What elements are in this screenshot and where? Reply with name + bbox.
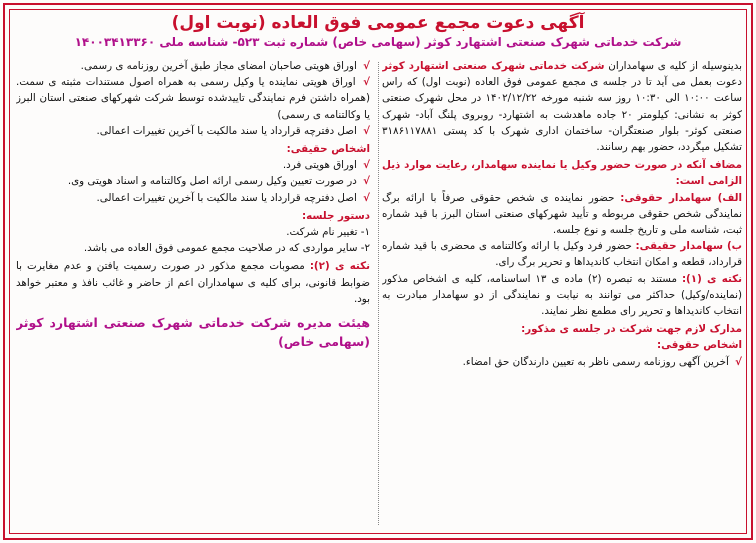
- check-mark-icon: √: [363, 76, 370, 89]
- natural-document-item: [16, 157, 370, 173]
- right-column: [382, 58, 742, 529]
- company-registration-line: شرکت خدماتی شهرک صنعتی اشتهارد کوثر (سهامی خاص) شماره ثبت ۵۲۳- شناسه ملی ۱۴۰۰۳۴۱۳۳۶۰: [74, 35, 682, 49]
- agenda-item: ۱- تغییر نام شرکت.: [286, 226, 370, 239]
- legal-shareholder-label: الف) سهامدار حقوقی:: [620, 191, 742, 204]
- check-mark-icon: √: [735, 355, 742, 368]
- intro-company-name: شرکت خدماتی شهرک صنعتی اشتهارد کوثر: [382, 60, 605, 72]
- legal-document-item: [16, 74, 370, 123]
- legal-document-text: اوراق هویتی صاحبان امضای مجاز طبق آخرین روزنامه ی رسمی.: [80, 60, 357, 72]
- intro-text: بدینوسیله از کلیه ی سهامداران: [608, 60, 742, 72]
- note-2-label: نکته ی (۲):: [309, 260, 370, 273]
- note-1-label: نکته ی (۱):: [681, 272, 742, 285]
- check-mark-icon: √: [363, 191, 370, 204]
- header: [14, 12, 742, 51]
- column-divider: [378, 62, 379, 525]
- agenda-item: ۲- سایر مواردی که در صلاحیت مجمع عمومی فوق العاده می باشد.: [83, 242, 370, 255]
- board-signature: هیئت مدیره شرکت خدماتی شهرک صنعتی اشتهارد کوثر (سهامی خاص): [16, 315, 370, 350]
- legal-document-item: [382, 354, 742, 370]
- legal-document-text: اوراق هویتی نماینده یا وکیل رسمی به همراه اصول مستندات مثبته ی سمت. (همراه داشتن فرم نمایندگی تاییدشده توسط شرکت شهرکهای صنعتی استان البرز یا وکالتنامه ی رسمی): [16, 76, 370, 121]
- note-1-paragraph: [382, 271, 742, 320]
- natural-document-item: [16, 173, 370, 189]
- announcement-title: آگهی دعوت مجمع عمومی فوق العاده (نوبت اول): [171, 13, 585, 33]
- natural-shareholder-label: ب) سهامدار حقیقی:: [635, 240, 742, 253]
- required-documents-heading: مدارک لازم جهت شرکت در جلسه ی مذکور:: [521, 323, 742, 336]
- natural-document-text: اوراق هویتی فرد.: [282, 159, 357, 172]
- check-mark-icon: √: [363, 60, 370, 72]
- legal-shareholder-text: حضور نماینده ی شخص حقوقی صرفاً با ارائه برگ نمایندگی شخص حقوقی مربوطه و تأیید شهرکهای صنعتی استان البرز با قید شماره ثبت، شناسه ملی و تاریخ جلسه و نوع جلسه.: [382, 191, 742, 237]
- legal-shareholder-paragraph: [382, 190, 742, 239]
- agenda-heading: دستور جلسه:: [301, 209, 370, 222]
- intro-details: دعوت بعمل می آید تا در جلسه ی مجمع عمومی فوق العاده (نوبت اول) که راس ساعت ۱۰:۰۰ الی ۱۰:۳۰ روز سه شنبه مورخه ۱۴۰۲/۱۲/۲۲ در محل شهرک صنعتی کوثر به نشانی: کیلومتر ۲۰ جاده ماهدشت به اشتهارد- روبروی پلنگ آباد- شهرک صنعتی کوثر- بلوار صنعتگران- ساختمان اداری شهرک با کد پستی ۳۱۸۶۱۱۷۸۸۱ تشکیل میگردد، حضور بهم رسانند.: [382, 76, 742, 154]
- legal-document-text: اصل دفترچه قرارداد یا سند مالکیت با آخرین تغییرات اعمالی.: [96, 124, 357, 137]
- legal-persons-heading: اشخاص حقوقی:: [657, 339, 742, 352]
- natural-shareholder-paragraph: [382, 238, 742, 270]
- natural-shareholder-text: حضور فرد وکیل با ارائه وکالتنامه ی محضری با قید شماره قرارداد، قطعه و امکان انتخاب کاندیداها و تحریر برگ رای.: [382, 240, 742, 269]
- representation-note-heading: مضاف آنکه در صورت حضور وکیل یا نماینده سهامدار، رعایت موارد ذیل الزامی است:: [382, 159, 742, 188]
- natural-document-text: در صورت تعیین وکیل رسمی ارائه اصل وکالتنامه و اسناد هویتی وی.: [67, 175, 357, 188]
- legal-document-text: آخرین آگهی روزنامه رسمی ناظر به تعیین دارندگان حق امضاء.: [462, 355, 729, 368]
- check-mark-icon: √: [363, 124, 370, 137]
- legal-document-item: [16, 123, 370, 139]
- check-mark-icon: √: [363, 175, 370, 188]
- check-mark-icon: √: [363, 159, 370, 172]
- natural-document-item: [16, 190, 370, 206]
- natural-persons-heading: اشخاص حقیقی:: [286, 143, 370, 156]
- legal-document-item: [16, 58, 370, 74]
- note-2-paragraph: [16, 258, 370, 307]
- note-2-text: مصوبات مجمع مذکور در صورت رسمیت یافتن و عدم مغایرت با ضوابط قانونی، برای کلیه ی سهامداران اعم از حاضر و غائب نافذ و معتبر خواهد بود.: [16, 260, 370, 305]
- left-column: [16, 58, 370, 529]
- note-1-text: مستند به تبصره (۲) ماده ی ۱۳ اساسنامه، کلیه ی اشخاص مذکور (نماینده/وکیل) حداکثر می توانند به نیابت و نمایندگی از دو سهامدار مبادرت به انتخاب کاندیداها و تحریر رای مطمع نظر نمایند.: [382, 272, 742, 318]
- invitation-paragraph: [382, 58, 742, 155]
- natural-document-text: اصل دفترچه قرارداد یا سند مالکیت با آخرین تغییرات اعمالی.: [96, 191, 357, 204]
